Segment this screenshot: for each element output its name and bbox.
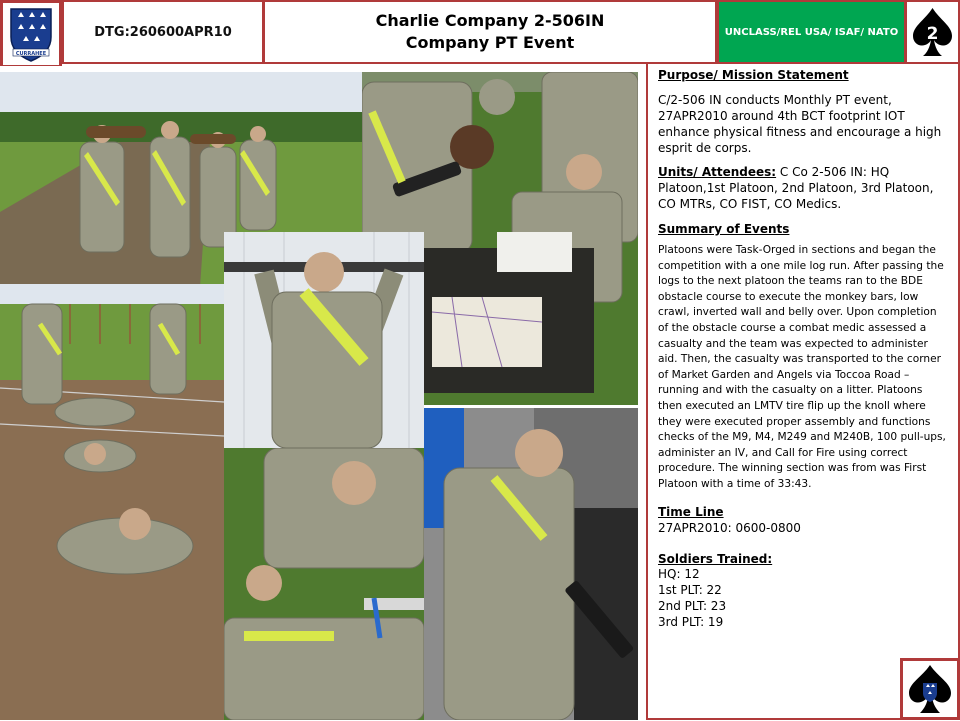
summary-heading: Summary of Events bbox=[658, 222, 790, 236]
spade-icon bbox=[907, 2, 958, 62]
regiment-crest-icon bbox=[3, 3, 59, 65]
timeline-heading: Time Line bbox=[658, 504, 724, 519]
trained-row-3rd: 3rd PLT: 19 bbox=[658, 614, 724, 629]
unit-crest-logo bbox=[0, 0, 62, 68]
spade-number: 2 bbox=[926, 24, 939, 44]
spade-logo bbox=[905, 0, 960, 64]
photo-low-crawl bbox=[0, 284, 224, 720]
trained-row-2nd: 2nd PLT: 23 bbox=[658, 598, 727, 613]
photo-weapons-check bbox=[424, 408, 638, 720]
purpose-heading: Purpose/ Mission Statement bbox=[658, 68, 849, 82]
classification-label: UNCLASS/REL USA/ ISAF/ NATO bbox=[724, 26, 899, 38]
trained-row-hq: HQ: 12 bbox=[658, 566, 700, 581]
classification-badge bbox=[717, 0, 906, 64]
spade-crest-icon bbox=[903, 661, 957, 717]
slide-title bbox=[263, 0, 717, 64]
dtg-label: DTG:260600APR10 bbox=[94, 24, 232, 40]
timeline-text: 27APR2010: 0600-0800 bbox=[658, 520, 801, 535]
title-line-2: Company PT Event bbox=[405, 33, 575, 52]
trained-row-1st: 1st PLT: 22 bbox=[658, 582, 722, 597]
photo-collage bbox=[0, 66, 646, 720]
photo-administer-iv bbox=[224, 448, 424, 720]
summary-text: Platoons were Task-Orged in sections and began the competition with a one mile log run. After passing the logs to the next platoon the teams ran to the BDE obstacle course to execute the monkey bars, low crawl, inverted wall and belly over. Upon completion of the obstacle course a combat medic assessed a casualty and the team was expected to administer aid. Then, the casualty was transported to the corner of Market Garden and Angels via Toccoa Road – running and with the casualty on a litter. Platoons then executed an LMTV tire flip up the knoll where they were executed proper assembly and functions checks of the M9, M4, M249 and M240B, 100 pull-ups, administer an IV, and Call for Fire using correct procedure. The winning section was from was First Platoon with a time of 33:43. bbox=[658, 244, 946, 490]
units-text: C Co 2-506 IN: HQ Platoon,1st Platoon, 2nd Platoon, 3rd Platoon, CO MTRs, CO FIST, CO Medics. bbox=[658, 165, 934, 211]
units-block bbox=[658, 164, 948, 212]
soldiers-trained-heading: Soldiers Trained: bbox=[658, 551, 773, 566]
units-heading: Units/ Attendees: bbox=[658, 165, 777, 179]
crest-motto: CURRAHEE bbox=[15, 51, 47, 57]
dtg-box bbox=[62, 0, 264, 64]
title-line-1: Charlie Company 2-506IN bbox=[375, 11, 605, 30]
bottom-spade-logo bbox=[900, 658, 960, 720]
event-summary-panel bbox=[646, 64, 960, 720]
purpose-text: C/2-506 IN conducts Monthly PT event, 27APR2010 around 4th BCT footprint IOT enhance physical fitness and encourage a high esprit de corps. bbox=[658, 93, 942, 155]
photo-pull-ups bbox=[224, 232, 424, 448]
